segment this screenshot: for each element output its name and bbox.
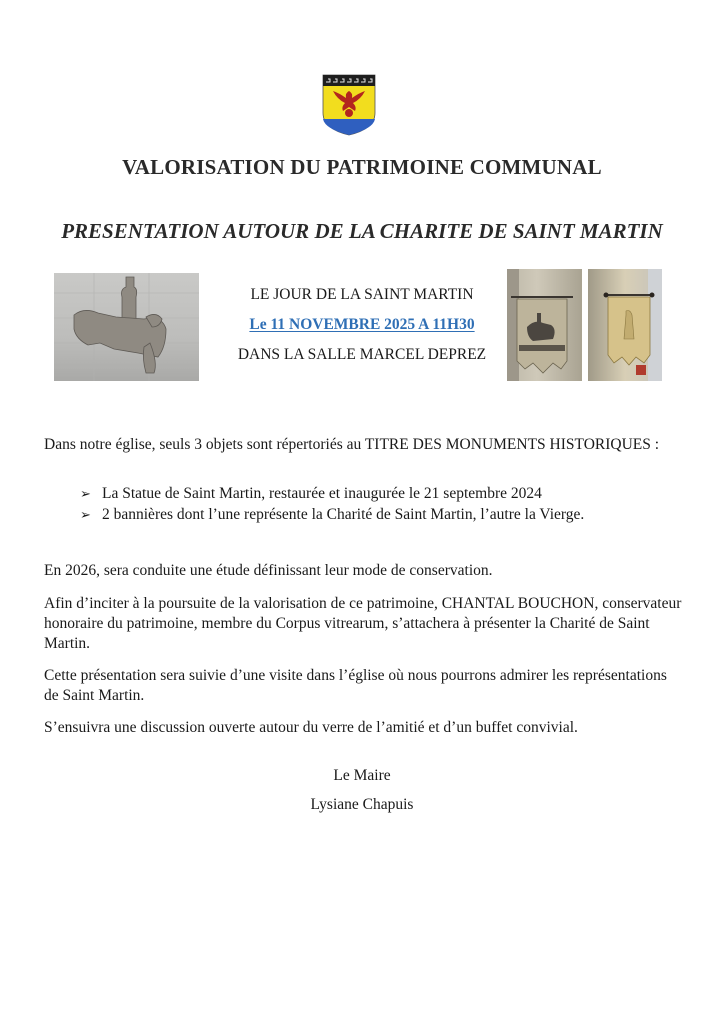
- monuments-list: [80, 483, 680, 525]
- banner-virgin-illustration: [588, 269, 662, 381]
- document-title: VALORISATION DU PATRIMOINE COMMUNAL: [122, 155, 602, 179]
- list-item: [80, 483, 680, 504]
- buffet-paragraph: S’ensuivra une discussion ouverte autour du verre de l’amitié et d’un buffet convivial.: [44, 719, 578, 736]
- visit-paragraph: Cette présentation sera suivie d’une visite dans l’église où nous pourrons admirer les représentations de Saint Martin.: [44, 667, 667, 704]
- signature-role: Le Maire: [333, 767, 391, 784]
- arrow-bullet-icon: ➢: [80, 486, 91, 501]
- list-item-text: 2 bannières dont l’une représente la Charité de Saint Martin, l’autre la Vierge.: [102, 506, 585, 523]
- list-item: [80, 504, 680, 525]
- document-subtitle: PRESENTATION AUTOUR DE LA CHARITE DE SAINT MARTIN: [61, 219, 663, 243]
- banner-charity-illustration: [507, 269, 582, 381]
- event-date: Le 11 NOVEMBRE 2025 A 11H30: [249, 316, 475, 333]
- intro-paragraph: Dans notre église, seuls 3 objets sont répertoriés au TITRE DES MONUMENTS HISTORIQUES :: [44, 436, 660, 453]
- banner-virgin-photo: [588, 269, 662, 381]
- event-day: LE JOUR DE LA SAINT MARTIN: [250, 286, 474, 303]
- statue-photo: [54, 273, 199, 381]
- study-paragraph: En 2026, sera conduite une étude définissant leur mode de conservation.: [44, 562, 493, 579]
- coat-of-arms-icon: [321, 73, 377, 137]
- statue-illustration: [54, 273, 199, 381]
- banner-charity-photo: [507, 269, 582, 381]
- signature-name: Lysiane Chapuis: [310, 796, 414, 813]
- speaker-paragraph: Afin d’inciter à la poursuite de la valorisation de ce patrimoine, CHANTAL BOUCHON, conservateur honoraire du patrimoine, membre du Corpus vitrearum, s’attachera à présenter la Charité de Saint Martin.: [44, 595, 682, 652]
- list-item-text: La Statue de Saint Martin, restaurée et inaugurée le 21 septembre 2024: [102, 485, 542, 502]
- event-place: DANS LA SALLE MARCEL DEPREZ: [237, 346, 487, 363]
- arrow-bullet-icon: ➢: [80, 507, 91, 522]
